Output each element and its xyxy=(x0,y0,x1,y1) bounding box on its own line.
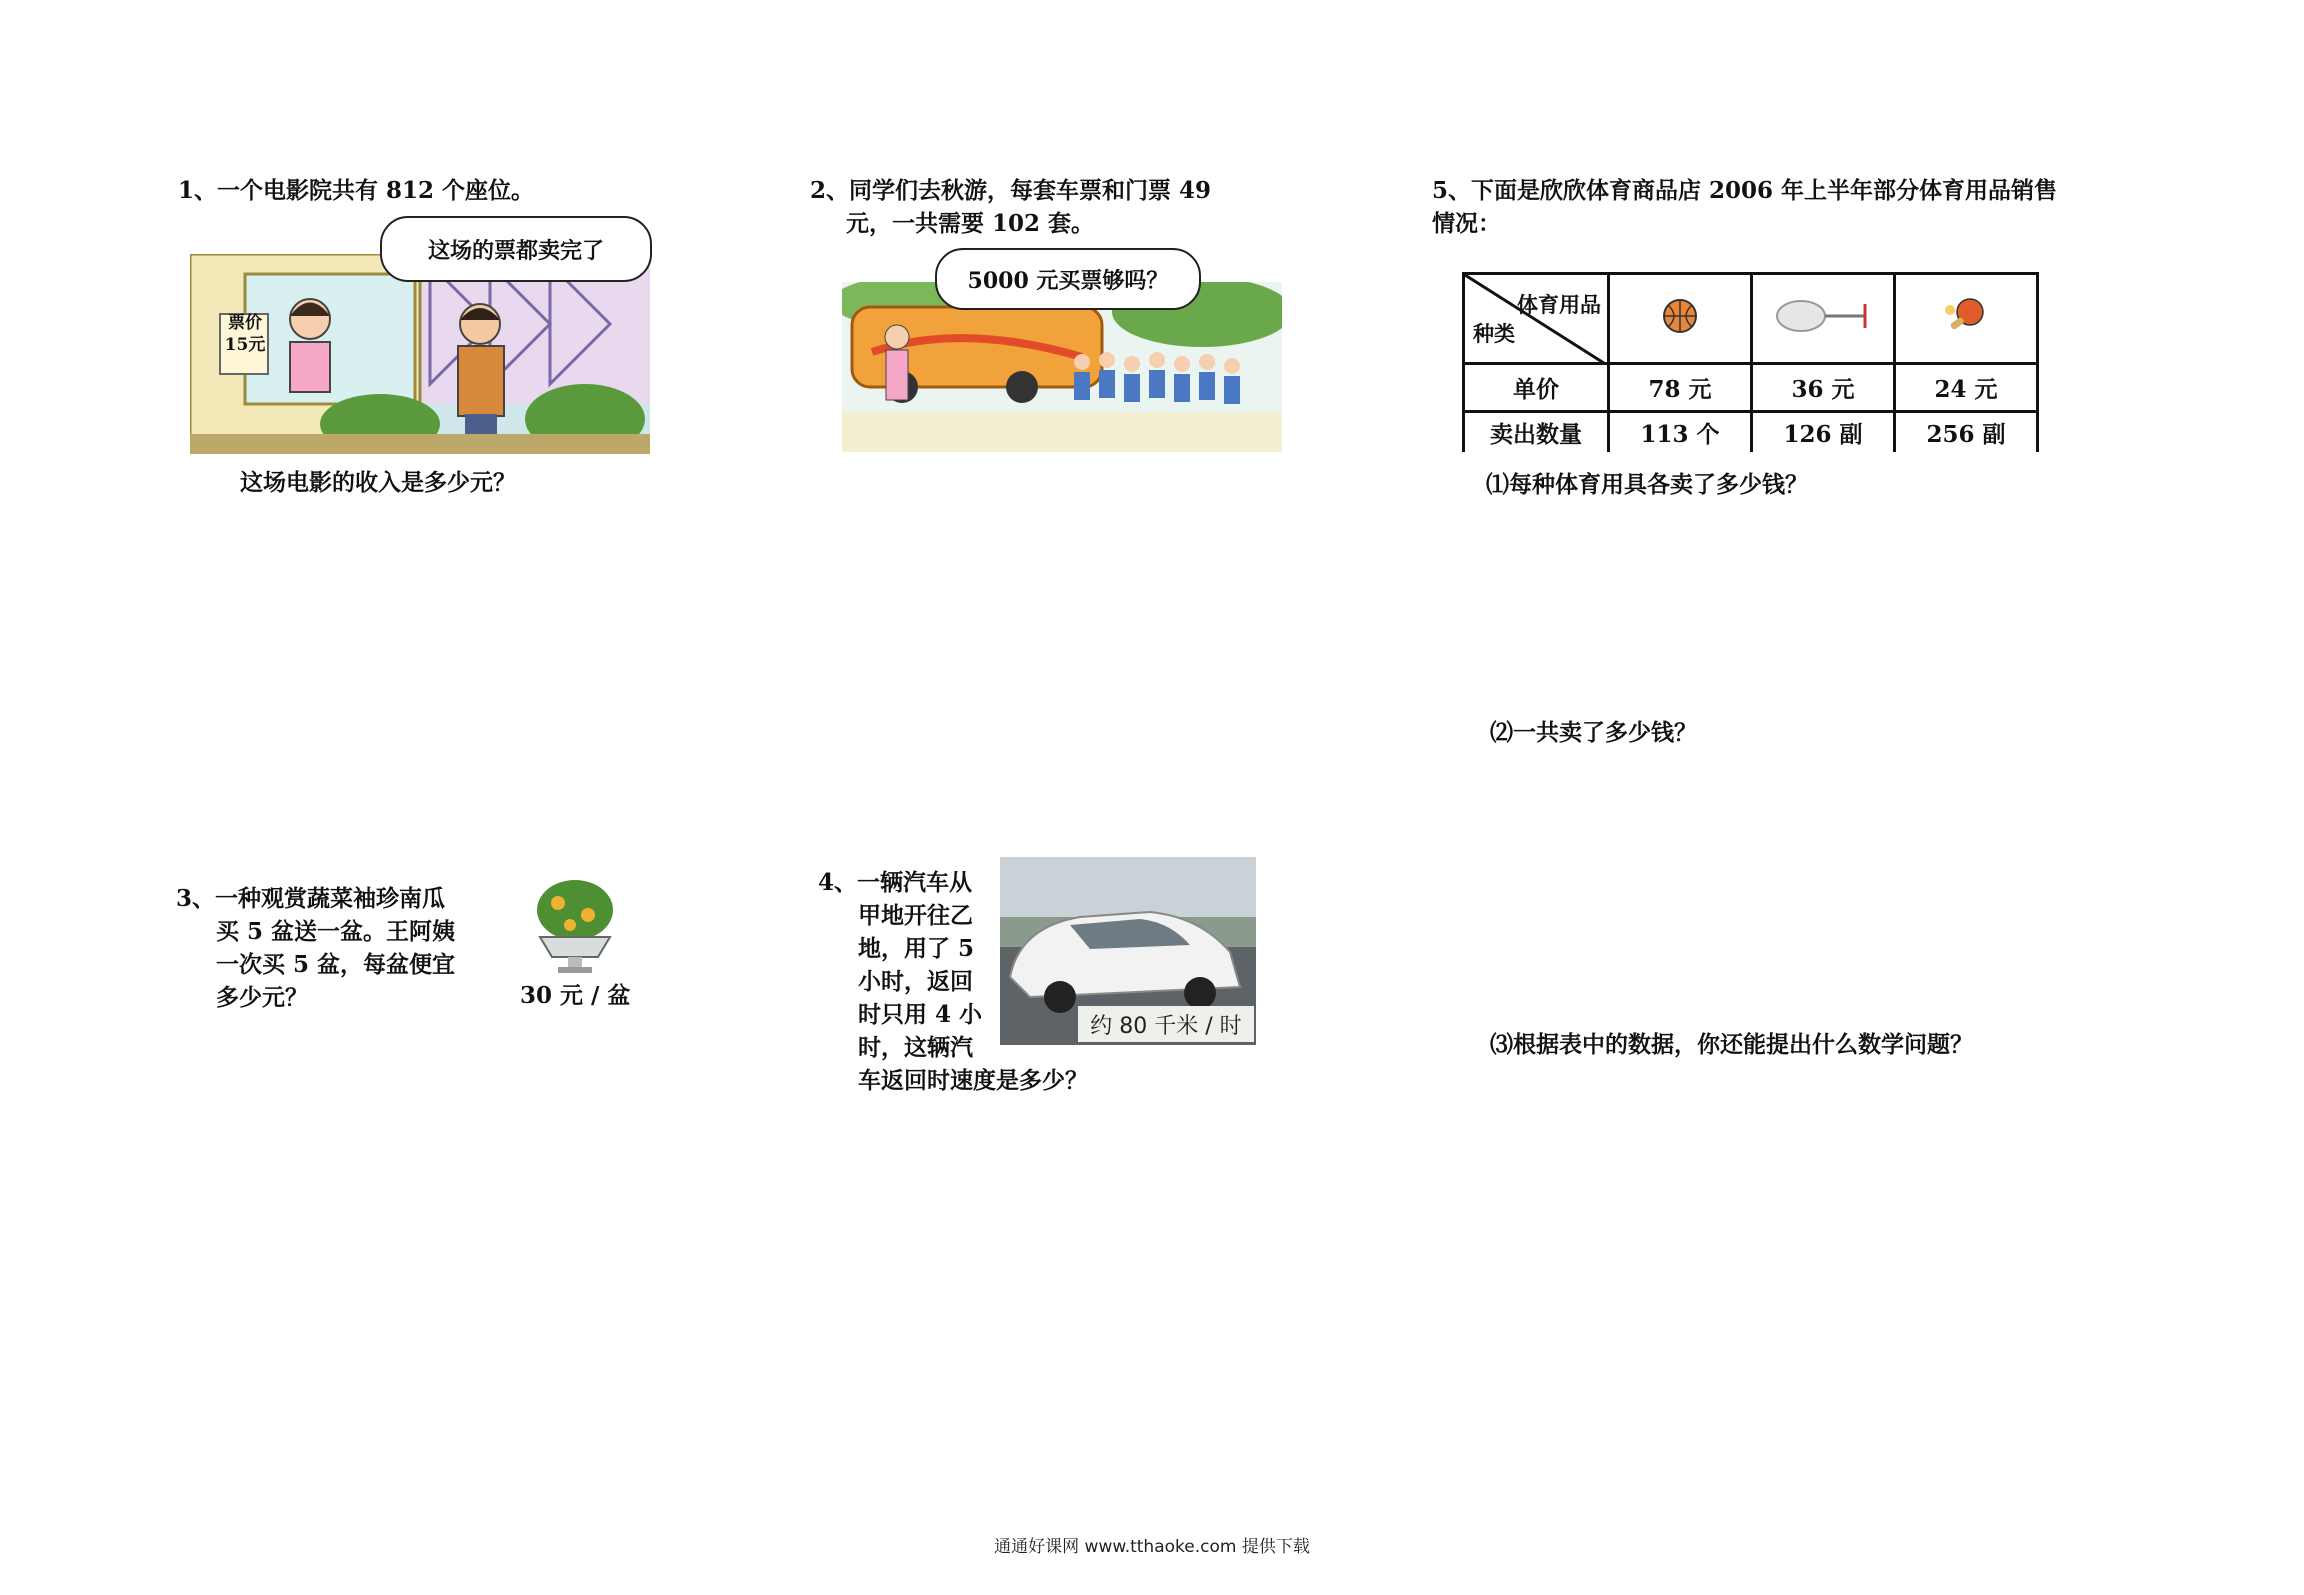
quantity-cell: 113 个 xyxy=(1609,412,1752,452)
header-category-bottom: 种类 xyxy=(1473,321,1515,346)
q5-sub2: ⑵一共卖了多少钱？ xyxy=(1490,719,1697,746)
q4-line: 小时，返回 xyxy=(858,968,973,995)
badminton-racket-icon xyxy=(1773,296,1873,336)
q4-line: 甲地开往乙 xyxy=(858,902,973,929)
table-tennis-paddle-icon xyxy=(1936,296,1996,336)
q3-line: 多少元？ xyxy=(216,984,308,1011)
q4-line: 车返回时速度是多少？ xyxy=(858,1067,1088,1094)
price-cell: 78 元 xyxy=(1609,364,1752,412)
q4-line: 地，用了 5 xyxy=(858,935,975,962)
q4-line: 4、一辆汽车从 xyxy=(818,869,973,896)
q2-line1: 2、同学们去秋游，每套车票和门票 49 xyxy=(810,177,1212,204)
quantity-cell: 126 副 xyxy=(1752,412,1895,452)
quantity-label: 卖出数量 xyxy=(1464,412,1609,452)
q5-line2: 情况： xyxy=(1432,210,1501,237)
q4-line: 时，这辆汽 xyxy=(858,1034,973,1061)
q3-price: 30 元 / 盆 xyxy=(520,982,631,1009)
table-header-diagonal xyxy=(1464,274,1609,364)
q1-question: 这场电影的收入是多少元？ xyxy=(240,469,516,496)
footer-credit: 通通好课网 www.tthaoke.com 提供下载 xyxy=(994,1537,1310,1557)
quantity-cell: 256 副 xyxy=(1895,412,2038,452)
q5-sub3: ⑶根据表中的数据，你还能提出什么数学问题？ xyxy=(1490,1031,1973,1058)
q3-line: 3、一种观赏蔬菜袖珍南瓜 xyxy=(176,885,446,912)
ticket-price-label: 票价 xyxy=(228,313,262,333)
q1-title: 1、一个电影院共有 812 个座位。 xyxy=(178,177,535,204)
speed-sign: 约 80 千米 / 时 xyxy=(1078,1006,1254,1042)
q3-text xyxy=(176,882,455,1014)
basketball-icon xyxy=(1660,296,1700,336)
item-basketball xyxy=(1609,274,1752,364)
price-label: 单价 xyxy=(1464,364,1609,412)
q4-line: 时只用 4 小 xyxy=(858,1001,983,1028)
ticket-price-value: 15元 xyxy=(224,335,266,355)
header-category-top: 体育用品 xyxy=(1517,292,1601,317)
q5-line1: 5、下面是欣欣体育商品店 2006 年上半年部分体育用品销售 xyxy=(1432,177,2058,204)
q1-speech-bubble: 这场的票都卖完了 xyxy=(380,216,652,282)
q2-speech-bubble: 5000 元买票够吗？ xyxy=(935,248,1201,310)
price-cell: 24 元 xyxy=(1895,364,2038,412)
item-table-tennis xyxy=(1895,274,2038,364)
pumpkin-plant-icon xyxy=(530,875,620,975)
q5-sub1: ⑴每种体育用具各卖了多少钱？ xyxy=(1486,471,1808,498)
q3-line: 买 5 盆送一盆。王阿姨 xyxy=(216,918,456,945)
price-cell: 36 元 xyxy=(1752,364,1895,412)
q3-line: 一次买 5 盆，每盆便宜 xyxy=(216,951,456,978)
q2-line2: 元，一共需要 102 套。 xyxy=(846,210,1095,237)
sales-table xyxy=(1462,272,2039,452)
ticket-price-sign xyxy=(222,312,268,356)
item-badminton xyxy=(1752,274,1895,364)
